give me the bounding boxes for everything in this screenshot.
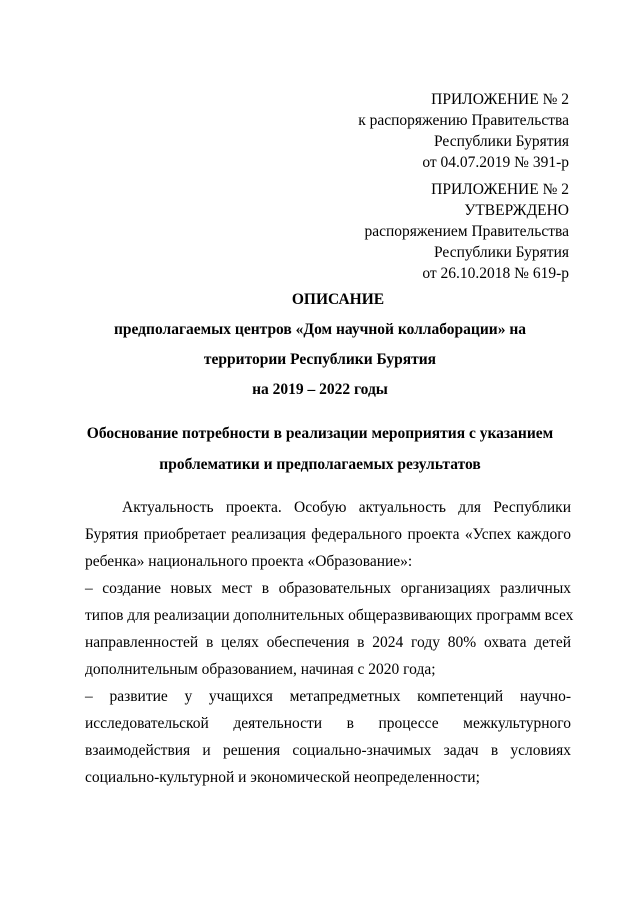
list-item-line: дополнительным образованием, начиная с 2020 года; <box>85 661 436 678</box>
list-item-line: – развитие у учащихся метапредметных компетенций научно- <box>85 688 571 705</box>
list-item-line: социально-культурной и экономической неопределенности; <box>85 769 480 786</box>
title-main: ОПИСАНИЕ <box>291 291 385 308</box>
appendix-current-block <box>358 89 569 173</box>
title-line: предполагаемых центров «Дом научной коллаборации» на <box>113 321 527 338</box>
appendix-original-line: распоряжением Правительства <box>364 223 569 240</box>
appendix-original-line: УТВЕРЖДЕНО <box>464 202 569 219</box>
appendix-original-line: ПРИЛОЖЕНИЕ № 2 <box>431 181 569 198</box>
section-heading-line: Обоснование потребности в реализации мероприятия с указанием <box>86 425 554 442</box>
paragraph-line: Актуальность проекта. Особую актуальность для Республики <box>122 499 571 516</box>
appendix-current-line: от 04.07.2019 № 391-р <box>422 154 569 171</box>
list-item-line: типов для реализации дополнительных общеразвивающих программ всех <box>85 607 574 624</box>
paragraph-line: Бурятия приобретает реализация федерального проекта «Успех каждого <box>85 526 571 543</box>
paragraph-line: ребенка» национального проекта «Образование»: <box>85 553 413 570</box>
appendix-original-line: от 26.10.2018 № 619-р <box>422 265 569 282</box>
title-line: территории Республики Бурятия <box>203 351 437 368</box>
appendix-current-line: ПРИЛОЖЕНИЕ № 2 <box>431 91 569 108</box>
appendix-original-block <box>364 179 569 284</box>
section-heading-line: проблематики и предполагаемых результатов <box>159 456 481 473</box>
list-item-line: направленностей в целях обеспечения в 2024 году 80% охвата детей <box>85 634 571 651</box>
appendix-original-line: Республики Бурятия <box>434 244 569 261</box>
list-item-line: – создание новых мест в образовательных организациях различных <box>85 580 571 597</box>
appendix-current-line: к распоряжению Правительства <box>358 112 569 129</box>
appendix-current-line: Республики Бурятия <box>434 133 569 150</box>
list-item-line: исследовательской деятельности в процессе межкультурного <box>85 715 571 732</box>
section-heading <box>0 418 640 480</box>
body-text <box>85 494 574 791</box>
title-line: на 2019 – 2022 годы <box>252 381 388 398</box>
list-item-line: взаимодействия и решения социально-значимых задач в условиях <box>85 742 571 759</box>
document-title <box>0 285 640 405</box>
